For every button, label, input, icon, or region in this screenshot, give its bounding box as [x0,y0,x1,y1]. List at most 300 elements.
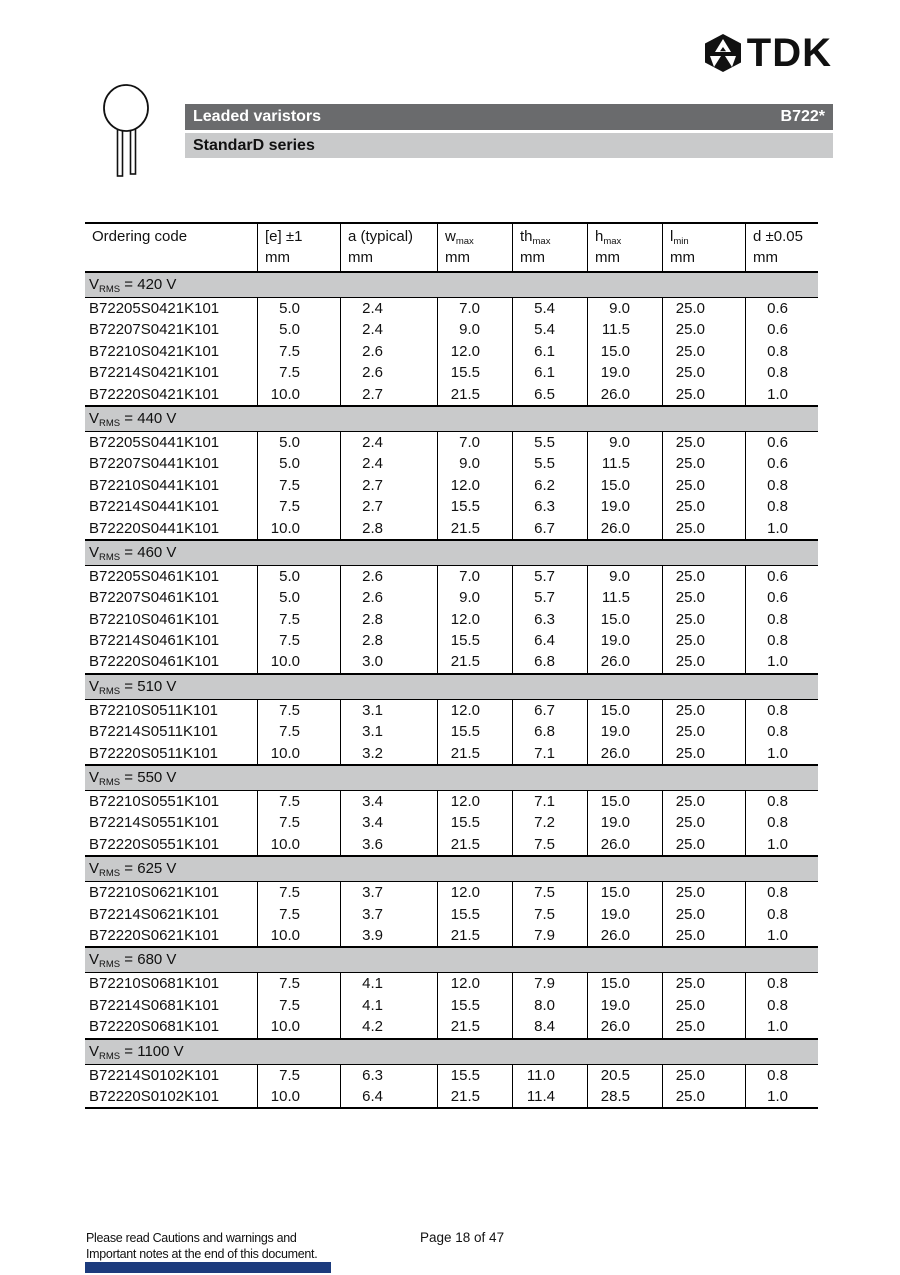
value-number: 0.6 [767,433,788,451]
value-cell [340,298,437,319]
value-cell [257,1086,340,1107]
value-cell [512,651,587,672]
value-number: 15.0 [600,610,630,628]
value-number: 25.0 [675,321,705,339]
value-number: 5.0 [279,300,300,317]
value-number: 21.5 [450,926,480,944]
section-header-subscript: RMS [99,959,121,971]
value-number: 2.4 [362,300,383,317]
section-header: $V_{RMS} = 440$ V [85,407,818,432]
value-cell [512,432,587,453]
value-number: 0.6 [767,589,788,607]
ordering-code-cell: B72214S0621K101 [89,905,220,923]
value-cell [512,384,587,405]
value-cell [587,496,662,517]
value-number: 15.0 [600,476,630,494]
value-cell [587,1086,662,1107]
value-number: 25.0 [675,385,705,403]
value-number: 7.5 [279,793,300,811]
section-header: $V_{RMS} = 1100$ V [85,1040,818,1065]
value-cell [437,1086,512,1107]
value-cell [512,362,587,383]
value-cell [587,743,662,764]
value-cell [745,973,818,994]
value-cell [662,518,745,539]
value-number: 19.0 [600,364,630,382]
value-cell [437,882,512,903]
value-number: 21.5 [450,653,480,671]
value-number: 0.6 [767,567,788,585]
value-number: 11.0 [526,1066,555,1084]
value-number: 6.4 [534,632,555,650]
table-row [85,518,818,539]
value-cell [437,298,512,319]
value-cell [512,882,587,903]
value-number: 8.4 [534,1018,555,1036]
section-rows [85,973,818,1039]
value-number: 9.0 [459,589,480,607]
value-number: 7.5 [279,498,300,516]
value-cell [437,721,512,742]
product-code: B722* [780,108,825,125]
value-number: 5.0 [279,567,300,585]
value-number: 25.0 [675,300,705,317]
value-cell [662,319,745,340]
value-number: 7.9 [534,926,555,944]
table-header-row [85,222,818,273]
section-header-subscript: RMS [99,868,121,880]
tdk-logo-text: TDK [746,31,832,75]
value-number: 7.5 [534,835,555,853]
table-row [85,925,818,946]
section-header-subscript: RMS [99,417,121,429]
value-number: 12.0 [450,793,480,811]
value-number: 10.0 [270,1018,300,1036]
value-cell [745,518,818,539]
value-cell [587,341,662,362]
page-indicator: Page 18 of 47 [420,1230,505,1245]
value-cell [340,925,437,946]
ordering-code-cell: B72210S0441K101 [89,476,220,494]
value-cell [587,1065,662,1086]
ordering-code-cell: B72205S0421K101 [89,300,220,317]
value-cell [437,791,512,812]
value-cell [340,700,437,721]
value-number: 7.5 [279,476,300,494]
value-number: 6.3 [534,498,555,516]
value-cell [745,904,818,925]
ordering-code-cell: B72210S0681K101 [89,975,220,993]
value-cell [745,362,818,383]
table-row [85,384,818,405]
value-number: 6.4 [362,1087,383,1105]
value-number: 0.8 [767,814,788,832]
value-number: 3.7 [362,905,383,923]
value-cell [745,791,818,812]
value-number: 0.8 [767,498,788,516]
value-number: 0.8 [767,610,788,628]
value-number: 19.0 [600,905,630,923]
value-cell [340,587,437,608]
value-number: 6.8 [534,723,555,741]
value-cell [257,319,340,340]
table-row [85,1086,818,1107]
value-cell [437,496,512,517]
value-cell [340,432,437,453]
value-number: 1.0 [767,926,788,944]
value-cell [437,973,512,994]
value-number: 5.7 [534,567,555,585]
series-bar [185,133,833,158]
value-number: 15.0 [600,884,630,902]
value-cell [587,812,662,833]
value-cell [257,475,340,496]
table-row [85,496,818,517]
value-number: 10.0 [270,385,300,403]
value-cell [512,995,587,1016]
value-number: 25.0 [675,744,705,762]
value-number: 0.6 [767,455,788,473]
value-number: 25.0 [675,1018,705,1036]
value-number: 25.0 [675,996,705,1014]
value-number: 7.5 [279,364,300,382]
value-cell [257,432,340,453]
section-rows [85,566,818,675]
column-label: $l_{min}$ [670,228,689,247]
value-number: 9.0 [459,455,480,473]
value-number: 0.8 [767,476,788,494]
value-number: 5.7 [534,589,555,607]
ordering-code-cell: B72220S0681K101 [89,1018,220,1036]
value-number: 5.5 [534,433,555,451]
column-header-1 [257,224,340,271]
value-cell [437,630,512,651]
value-cell [340,518,437,539]
value-cell [745,566,818,587]
value-number: 25.0 [675,342,705,360]
value-cell [437,475,512,496]
value-cell [662,630,745,651]
value-number: 11.5 [601,321,630,339]
value-number: 21.5 [450,385,480,403]
table-row [85,882,818,903]
value-number: 9.0 [609,433,630,451]
section-rows [85,700,818,766]
value-cell [587,319,662,340]
column-label: $w_{max}$ [445,228,474,247]
table-row [85,651,818,672]
value-cell [662,566,745,587]
column-header-4 [512,224,587,271]
value-number: 5.0 [279,455,300,473]
value-cell [512,1065,587,1086]
value-cell [512,973,587,994]
value-cell [745,319,818,340]
value-cell [257,362,340,383]
value-number: 7.5 [279,610,300,628]
value-number: 15.0 [600,975,630,993]
value-number: 1.0 [767,653,788,671]
value-cell [437,566,512,587]
value-cell [437,925,512,946]
value-cell [587,566,662,587]
value-number: 7.5 [279,1066,300,1084]
value-number: 10.0 [270,1087,300,1105]
value-cell [340,651,437,672]
value-number: 26.0 [600,1018,630,1036]
value-cell [662,812,745,833]
value-number: 26.0 [600,835,630,853]
value-cell [745,1016,818,1037]
ordering-code-cell: B72220S0102K101 [89,1087,220,1105]
value-number: 1.0 [767,744,788,762]
column-header-0 [85,224,257,271]
value-number: 2.8 [362,632,383,650]
value-cell [340,834,437,855]
value-number: 9.0 [609,300,630,317]
value-cell [662,609,745,630]
value-cell [257,341,340,362]
section-header: $V_{RMS} = 625$ V [85,857,818,882]
ordering-code-cell: B72205S0461K101 [89,567,220,585]
column-header-7 [745,224,818,271]
section-header-subscript: RMS [99,284,121,295]
table-row [85,341,818,362]
value-cell [257,995,340,1016]
value-number: 15.5 [450,905,480,923]
value-cell [437,432,512,453]
value-number: 7.9 [534,975,555,993]
value-cell [745,298,818,319]
value-number: 0.8 [767,793,788,811]
table-row [85,812,818,833]
value-number: 25.0 [675,835,705,853]
value-number: 6.1 [534,342,555,360]
value-cell [257,609,340,630]
ordering-code-cell: B72220S0511K101 [89,744,219,762]
value-cell [512,341,587,362]
value-cell [512,566,587,587]
value-number: 6.5 [534,385,555,403]
column-label: [e] ±1 [265,228,303,245]
value-number: 3.0 [362,653,383,671]
value-number: 3.6 [362,835,383,853]
table-row [85,1016,818,1037]
value-number: 25.0 [675,364,705,382]
value-number: 3.4 [362,814,383,832]
value-cell [662,882,745,903]
varistor-drawing [100,84,156,185]
value-cell [340,609,437,630]
value-number: 25.0 [675,814,705,832]
value-cell [662,791,745,812]
ordering-code-cell: B72210S0461K101 [89,610,220,628]
column-unit: mm [595,249,620,266]
value-number: 12.0 [450,476,480,494]
value-number: 7.0 [459,433,480,451]
value-cell [745,341,818,362]
value-number: 25.0 [675,476,705,494]
value-cell [662,743,745,764]
value-cell [512,1086,587,1107]
table-row [85,362,818,383]
value-cell [745,743,818,764]
value-number: 3.1 [362,723,383,741]
value-cell [257,721,340,742]
section-header: $V_{RMS} = 460$ V [85,541,818,566]
value-number: 2.4 [362,455,383,473]
value-cell [257,904,340,925]
column-unit: mm [670,249,695,266]
value-cell [745,432,818,453]
table-row [85,566,818,587]
value-cell [512,298,587,319]
value-number: 9.0 [459,321,480,339]
value-cell [437,812,512,833]
value-cell [662,475,745,496]
column-label: d ±0.05 [753,228,803,245]
value-cell [587,609,662,630]
value-cell [437,319,512,340]
value-number: 25.0 [675,455,705,473]
value-number: 2.8 [362,610,383,628]
value-number: 7.1 [534,744,555,762]
value-number: 15.5 [450,498,480,516]
column-header-2 [340,224,437,271]
value-number: 2.4 [362,321,383,339]
value-cell [437,362,512,383]
value-cell [745,630,818,651]
value-cell [340,743,437,764]
value-number: 4.2 [362,1018,383,1036]
value-number: 7.5 [534,884,555,902]
value-cell [662,700,745,721]
value-number: 25.0 [675,1087,705,1105]
value-number: 26.0 [600,385,630,403]
value-cell [662,995,745,1016]
value-number: 2.6 [362,364,383,382]
value-number: 25.0 [675,519,705,537]
value-number: 1.0 [767,1087,788,1105]
value-number: 7.5 [279,701,300,719]
value-cell [512,791,587,812]
value-number: 15.0 [600,793,630,811]
value-cell [745,587,818,608]
value-number: 0.8 [767,905,788,923]
value-cell [662,973,745,994]
value-cell [587,362,662,383]
value-cell [437,995,512,1016]
column-unit: mm [348,249,373,266]
value-cell [437,453,512,474]
value-cell [437,341,512,362]
ordering-code-cell: B72214S0511K101 [89,723,219,741]
value-number: 21.5 [450,835,480,853]
value-cell [340,721,437,742]
value-cell [437,1016,512,1037]
value-cell [512,518,587,539]
value-number: 12.0 [450,610,480,628]
value-cell [257,1065,340,1086]
value-number: 10.0 [270,653,300,671]
value-cell [512,475,587,496]
value-cell [662,1016,745,1037]
value-number: 25.0 [675,589,705,607]
value-cell [745,834,818,855]
value-cell [662,834,745,855]
value-number: 1.0 [767,835,788,853]
value-cell [662,298,745,319]
table-row [85,630,818,651]
value-number: 7.5 [279,814,300,832]
value-cell [587,630,662,651]
value-number: 1.0 [767,519,788,537]
table-row [85,453,818,474]
value-number: 20.5 [600,1066,630,1084]
value-cell [257,298,340,319]
value-cell [512,319,587,340]
column-unit: mm [520,249,545,266]
column-header-3 [437,224,512,271]
section-header: $V_{RMS} = 510$ V [85,675,818,700]
column-unit: mm [753,249,778,266]
section-rows [85,882,818,948]
column-unit [92,247,257,268]
value-cell [587,925,662,946]
value-cell [662,587,745,608]
dimensions-table [85,222,818,1109]
ordering-code-cell: B72210S0421K101 [89,342,220,360]
value-cell [745,475,818,496]
value-cell [340,319,437,340]
ordering-code-cell: B72210S0621K101 [89,884,220,902]
value-cell [257,882,340,903]
ordering-code-cell: B72214S0102K101 [89,1066,220,1084]
value-cell [587,384,662,405]
value-cell [745,453,818,474]
footer-note-line2: Important notes at the end of this document. [86,1247,318,1261]
value-number: 26.0 [600,926,630,944]
value-number: 0.8 [767,996,788,1014]
section-header: $V_{RMS} = 550$ V [85,766,818,791]
value-cell [745,496,818,517]
ordering-code-cell: B72214S0421K101 [89,364,220,382]
value-number: 2.7 [362,476,383,494]
ordering-code-cell: B72210S0551K101 [89,793,220,811]
value-number: 2.4 [362,433,383,451]
ordering-code-cell: B72220S0551K101 [89,835,220,853]
value-number: 21.5 [450,1018,480,1036]
value-number: 21.5 [450,519,480,537]
column-label: $th_{max}$ [520,228,551,247]
value-number: 15.5 [450,723,480,741]
value-number: 15.5 [450,364,480,382]
value-number: 10.0 [270,926,300,944]
column-label-subscript: max [603,236,622,247]
column-label-subscript: min [673,236,689,247]
value-cell [745,384,818,405]
bottom-accent-bar [85,1262,331,1273]
value-cell [512,721,587,742]
value-cell [257,834,340,855]
tdk-logo [702,33,832,73]
table-row [85,475,818,496]
value-cell [437,518,512,539]
value-cell [437,1065,512,1086]
value-cell [437,384,512,405]
value-cell [340,384,437,405]
value-number: 5.0 [279,321,300,339]
